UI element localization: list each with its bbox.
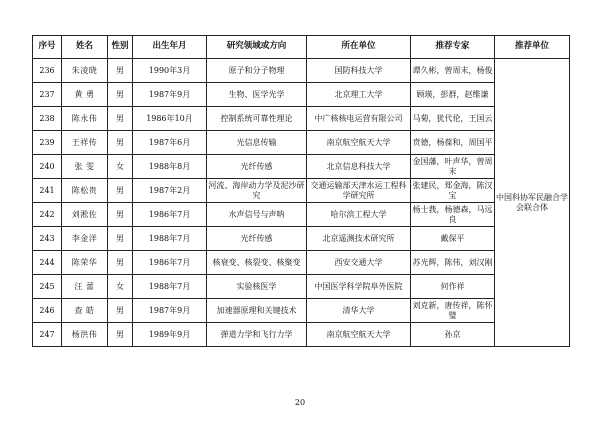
cell-gender: 男 xyxy=(108,179,133,203)
cell-birth: 1987年9月 xyxy=(133,299,207,323)
cell-birth: 1988年8月 xyxy=(133,155,207,179)
header-name: 姓名 xyxy=(62,36,108,59)
cell-index: 245 xyxy=(33,275,62,299)
table-row xyxy=(33,83,570,107)
table-row xyxy=(33,275,570,299)
cell-index: 238 xyxy=(33,107,62,131)
cell-affiliation: 北京遥测技术研究所 xyxy=(307,227,411,251)
table-row xyxy=(33,179,570,203)
cell-gender: 男 xyxy=(108,59,133,83)
cell-affiliation: 南京航空航天大学 xyxy=(307,323,411,347)
cell-field: 河流、海岸动力学及泥沙研究 xyxy=(207,179,307,203)
header-affiliation: 所在单位 xyxy=(307,36,411,59)
header-recommender: 推荐单位 xyxy=(495,36,570,59)
cell-experts: 张建民，郑金海，陈汉宝 xyxy=(411,179,495,203)
cell-experts: 孙京 xyxy=(411,323,495,347)
cell-experts: 苏光辉，陈伟，刘汉刚 xyxy=(411,251,495,275)
cell-index: 240 xyxy=(33,155,62,179)
cell-affiliation: 中国医学科学院阜外医院 xyxy=(307,275,411,299)
cell-name: 陈松贵 xyxy=(62,179,108,203)
table-row xyxy=(33,155,570,179)
cell-gender: 男 xyxy=(108,107,133,131)
cell-index: 239 xyxy=(33,131,62,155)
table-row xyxy=(33,323,570,347)
cell-name: 陈荣华 xyxy=(62,251,108,275)
cell-birth: 1989年9月 xyxy=(133,323,207,347)
cell-name: 朱凌晓 xyxy=(62,59,108,83)
talent-roster-table xyxy=(32,35,570,347)
header-row xyxy=(33,36,570,59)
cell-birth: 1990年3月 xyxy=(133,59,207,83)
cell-index: 247 xyxy=(33,323,62,347)
cell-experts: 金国藩，叶声华，曾周末 xyxy=(411,155,495,179)
cell-affiliation: 哈尔滨工程大学 xyxy=(307,203,411,227)
table-row xyxy=(33,203,570,227)
cell-affiliation: 清华大学 xyxy=(307,299,411,323)
cell-name: 查 皓 xyxy=(62,299,108,323)
table-row xyxy=(33,107,570,131)
cell-gender: 男 xyxy=(108,299,133,323)
cell-affiliation: 南京航空航天大学 xyxy=(307,131,411,155)
cell-index: 236 xyxy=(33,59,62,83)
cell-index: 242 xyxy=(33,203,62,227)
cell-experts: 贲德，杨葆和，周国平 xyxy=(411,131,495,155)
cell-gender: 男 xyxy=(108,131,133,155)
cell-field: 生物、医学光学 xyxy=(207,83,307,107)
cell-experts: 谭久彬，曾周末，杨俊 xyxy=(411,59,495,83)
cell-affiliation: 中广核核电运营有限公司 xyxy=(307,107,411,131)
cell-affiliation: 北京理工大学 xyxy=(307,83,411,107)
table-row xyxy=(33,227,570,251)
cell-field: 弹道力学和飞行力学 xyxy=(207,323,307,347)
cell-name: 陈永伟 xyxy=(62,107,108,131)
header-index: 序号 xyxy=(33,36,62,59)
cell-field: 实验核医学 xyxy=(207,275,307,299)
cell-birth: 1987年9月 xyxy=(133,83,207,107)
cell-name: 刘淞佐 xyxy=(62,203,108,227)
cell-gender: 男 xyxy=(108,323,133,347)
cell-index: 237 xyxy=(33,83,62,107)
cell-gender: 男 xyxy=(108,251,133,275)
cell-birth: 1988年7月 xyxy=(133,227,207,251)
cell-birth: 1986年10月 xyxy=(133,107,207,131)
cell-experts: 戴保平 xyxy=(411,227,495,251)
cell-field: 控制系统可靠性理论 xyxy=(207,107,307,131)
cell-field: 原子和分子物理 xyxy=(207,59,307,83)
header-birth: 出生年月 xyxy=(133,36,207,59)
cell-field: 核衰变、核裂变、核聚变 xyxy=(207,251,307,275)
table-row xyxy=(33,299,570,323)
cell-gender: 女 xyxy=(108,155,133,179)
cell-field: 光信息传输 xyxy=(207,131,307,155)
cell-birth: 1986年7月 xyxy=(133,251,207,275)
cell-birth: 1988年7月 xyxy=(133,275,207,299)
cell-birth: 1987年2月 xyxy=(133,179,207,203)
cell-field: 加速器原理和关键技术 xyxy=(207,299,307,323)
cell-field: 水声信号与声呐 xyxy=(207,203,307,227)
cell-recommender: 中国科协军民融合学会联合体 xyxy=(495,59,570,347)
cell-name: 杨洪伟 xyxy=(62,323,108,347)
cell-birth: 1987年6月 xyxy=(133,131,207,155)
cell-name: 张 雯 xyxy=(62,155,108,179)
cell-affiliation: 国防科技大学 xyxy=(307,59,411,83)
cell-name: 李金洋 xyxy=(62,227,108,251)
table-row xyxy=(33,59,570,83)
page-number: 20 xyxy=(294,398,306,407)
header-experts: 推荐专家 xyxy=(411,36,495,59)
cell-affiliation: 北京信息科技大学 xyxy=(307,155,411,179)
cell-field: 光纤传感 xyxy=(207,227,307,251)
table-row xyxy=(33,131,570,155)
cell-experts: 何作祥 xyxy=(411,275,495,299)
cell-experts: 马菊，犹代伦，王国云 xyxy=(411,107,495,131)
cell-gender: 女 xyxy=(108,275,133,299)
cell-experts: 顾瑛，彭群，赵维谦 xyxy=(411,83,495,107)
header-gender: 性别 xyxy=(108,36,133,59)
table-row xyxy=(33,251,570,275)
cell-name: 王祥传 xyxy=(62,131,108,155)
cell-index: 244 xyxy=(33,251,62,275)
cell-birth: 1986年7月 xyxy=(133,203,207,227)
cell-experts: 刘克新，唐传祥，陈怀璧 xyxy=(411,299,495,323)
cell-experts: 杨士莪，杨德森，马远良 xyxy=(411,203,495,227)
cell-name: 汪 蕾 xyxy=(62,275,108,299)
cell-affiliation: 交通运输部天津水运工程科学研究所 xyxy=(307,179,411,203)
cell-index: 246 xyxy=(33,299,62,323)
cell-index: 243 xyxy=(33,227,62,251)
cell-name: 黄 勇 xyxy=(62,83,108,107)
cell-field: 光纤传感 xyxy=(207,155,307,179)
cell-gender: 男 xyxy=(108,227,133,251)
cell-gender: 男 xyxy=(108,203,133,227)
cell-gender: 男 xyxy=(108,83,133,107)
cell-affiliation: 西安交通大学 xyxy=(307,251,411,275)
cell-index: 241 xyxy=(33,179,62,203)
header-field: 研究领域或方向 xyxy=(207,36,307,59)
